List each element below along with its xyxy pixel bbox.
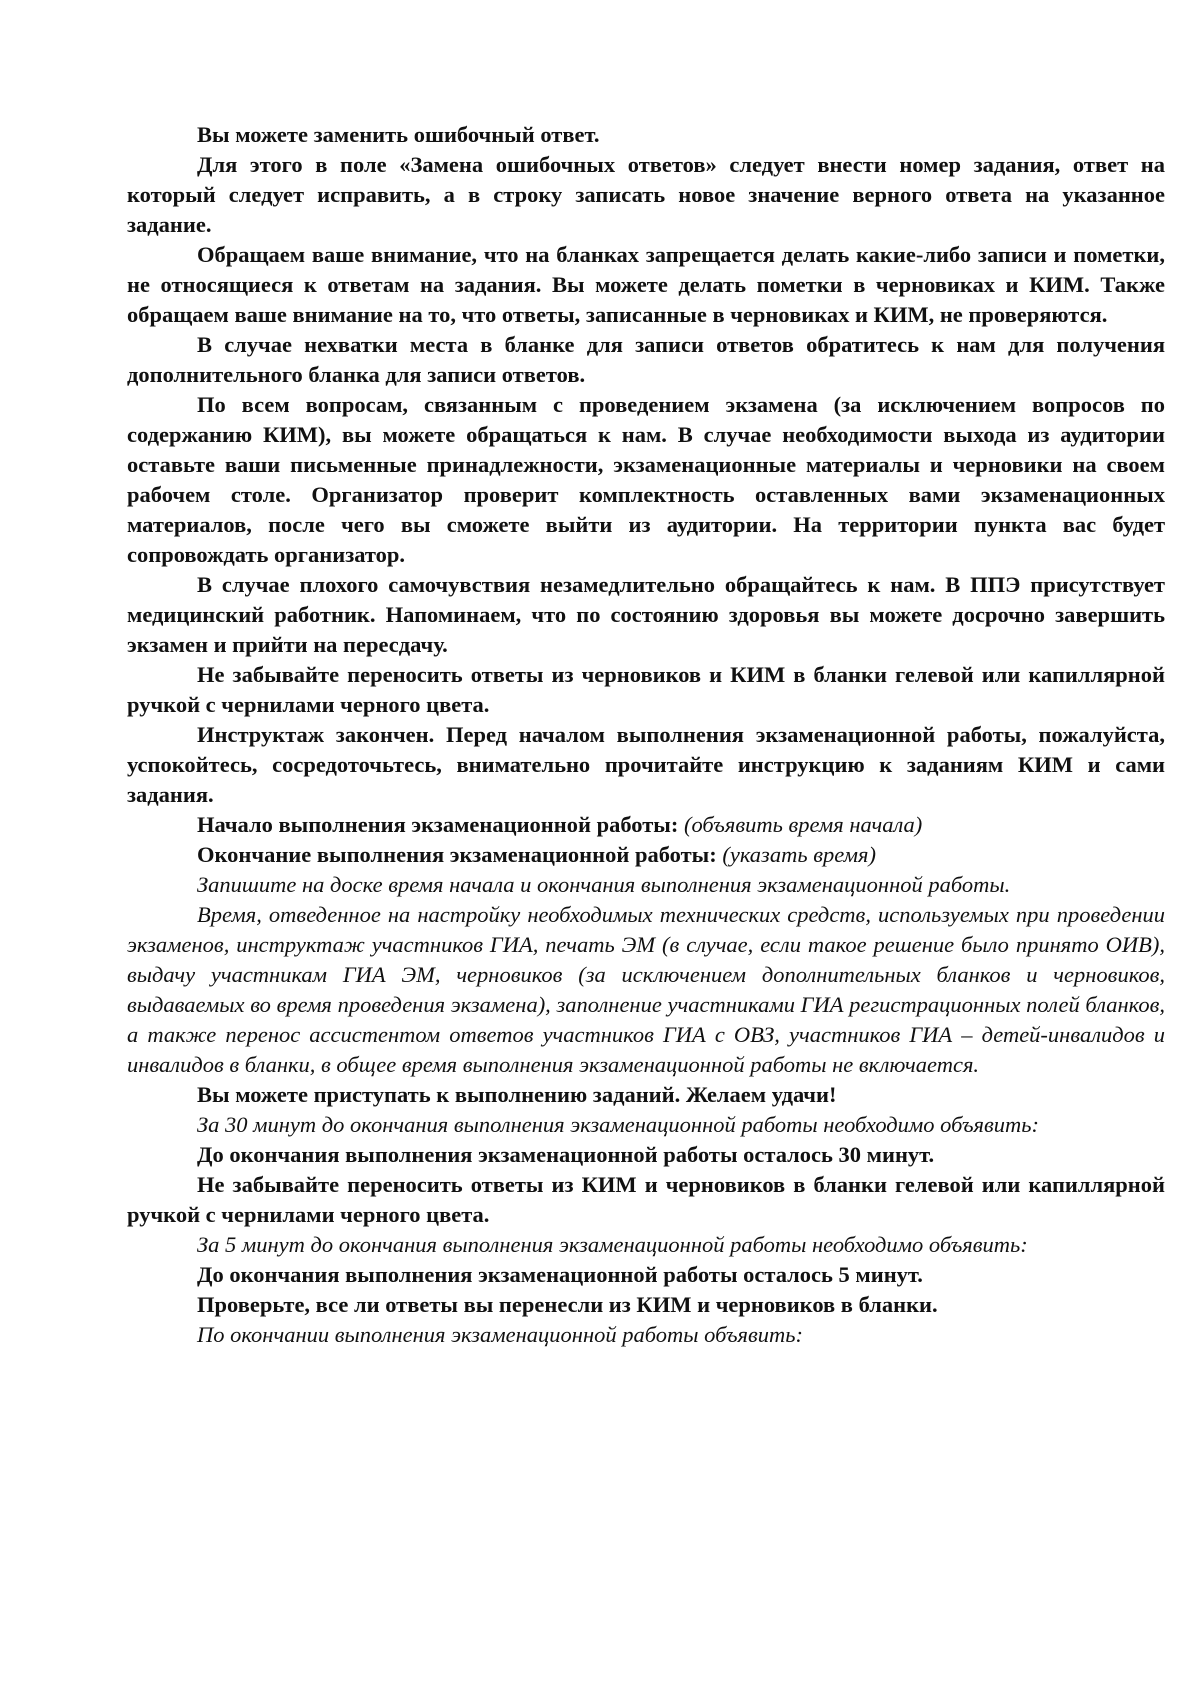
start-announcement: Вы можете приступать к выполнению заданий. Желаем удачи! [197,1082,837,1107]
paragraph: Не забывайте переносить ответы из черновиков и КИМ в бланки гелевой или капиллярной ручкой с чернилами черного цвета. [127,662,1165,717]
end-time-label: Окончание выполнения экзаменационной работы: [197,842,717,867]
end-note: По окончании выполнения экзаменационной работы объявить: [197,1322,803,1347]
paragraph: Вы можете заменить ошибочный ответ. [197,122,600,147]
start-time-label: Начало выполнения экзаменационной работы: [197,812,679,837]
note-5-minutes: За 5 минут до окончания выполнения экзаменационной работы необходимо объявить: [197,1232,1028,1257]
time-exclusion-note: Время, отведенное на настройку необходимых технических средств, используемых при проведении экзаменов, инструктаж участников ГИА, печать ЭМ (в случае, если такое решение было принято ОИВ), выдачу участникам ГИА ЭМ, черновиков (за исключением дополнительных бланков и черновиков, выдаваемых во время проведения экзамена), заполнение участниками ГИА регистрационных полей бланков, а также перенос ассистентом ответов участников ГИА с ОВЗ, участников ГИА – детей-инвалидов и инвалидов в бланки, в общее время выполнения экзаменационной работы не включается. [127,902,1165,1077]
end-time-note: (указать время) [722,842,876,867]
paragraph: По всем вопросам, связанным с проведением экзамена (за исключением вопросов по содержанию КИМ), вы можете обращаться к нам. В случае необходимости выхода из аудитории оставьте ваши письменные принадлежности, экзаменационные материалы и черновики на своем рабочем столе. Организатор проверит комплектность оставленных вами экзаменационных материалов, после чего вы сможете выйти из аудитории. На территории пункта вас будет сопровождать организатор. [127,392,1165,567]
transfer-reminder: Не забывайте переносить ответы из КИМ и черновиков в бланки гелевой или капиллярной ручкой с чернилами черного цвета. [127,1172,1165,1227]
announcement-5-minutes: До окончания выполнения экзаменационной работы осталось 5 минут. [197,1262,923,1287]
announcement-30-minutes: До окончания выполнения экзаменационной работы осталось 30 минут. [197,1142,935,1167]
paragraph: В случае нехватки места в бланке для записи ответов обратитесь к нам для получения дополнительного бланка для записи ответов. [127,332,1165,387]
start-time-line [127,810,1165,840]
note-30-minutes: За 30 минут до окончания выполнения экзаменационной работы необходимо объявить: [197,1112,1040,1137]
start-time-note: (объявить время начала) [683,812,923,837]
instruction-text [127,120,1165,1350]
end-time-line [127,840,1165,870]
paragraph: Для этого в поле «Замена ошибочных ответов» следует внести номер задания, ответ на который следует исправить, а в строку записать новое значение верного ответа на указанное задание. [127,152,1165,237]
paragraph: Обращаем ваше внимание, что на бланках запрещается делать какие-либо записи и пометки, не относящиеся к ответам на задания. Вы можете делать пометки в черновиках и КИМ. Также обращаем ваше внимание на то, что ответы, записанные в черновиках и КИМ, не проверяются. [127,242,1165,327]
board-note: Запишите на доске время начала и окончания выполнения экзаменационной работы. [197,872,1011,897]
paragraph: Инструктаж закончен. Перед началом выполнения экзаменационной работы, пожалуйста, успокойтесь, сосредоточьтесь, внимательно прочитайте инструкцию к заданиям КИМ и сами задания. [127,722,1165,807]
paragraph: В случае плохого самочувствия незамедлительно обращайтесь к нам. В ППЭ присутствует медицинский работник. Напоминаем, что по состоянию здоровья вы можете досрочно завершить экзамен и прийти на пересдачу. [127,572,1165,657]
check-transfer: Проверьте, все ли ответы вы перенесли из КИМ и черновиков в бланки. [197,1292,938,1317]
